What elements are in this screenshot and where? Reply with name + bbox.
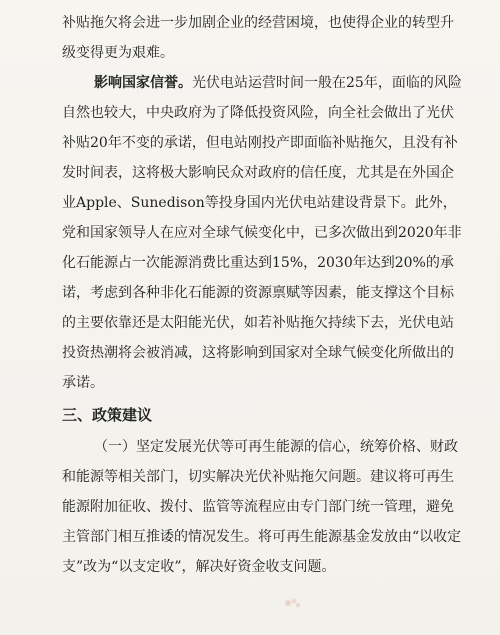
stamp-smudge	[282, 596, 304, 610]
paragraph-continuation: 补贴拖欠将会进一步加剧企业的经营困境，也使得企业的转型升级变得更为艰难。	[62, 15, 454, 61]
document-body	[62, 8, 464, 582]
paragraph-text: 光伏电站运营时间一般在25年，面临的风险自然也较大，中央政府为了降低投资风险，向全社会做出了光伏补贴20年不变的承诺，但电站刚投产即面临补贴拖欠，且没有补发时间表，这将极大影响民众对政府的信任度，尤其是在外国企业Apple、Sunedison等投身国内光伏电站建设背景下。此外，党和国家领导人在应对全球气候变化中，已多次做出到2020年非化石能源占一次能源消费比重达到15%，2030年达到20%的承诺，考虑到各种非化石能源的资源禀赋等因素，能支撑这个目标的主要依靠还是太阳能光伏，如若补贴拖欠持续下去，光伏电站投资热潮将会被消减，这将影响到国家对全球气候变化所做出的承诺。	[62, 75, 462, 391]
paragraph-lead: 影响国家信誉。	[94, 75, 192, 91]
paragraph-national-credibility	[62, 68, 464, 398]
section-heading: 三、政策建议	[62, 406, 153, 424]
paragraph-policy-1: （一）坚定发展光伏等可再生能源的信心，统筹价格、财政和能源等相关部门，切实解决光伏补贴拖欠问题。建议将可再生能源附加征收、拨付、监管等流程应由专门部门统一管理，避免主管部门相互推诿的情况发生。将可再生能源基金发放由“以收定支”改为“以支定收”，解决好资金收支问题。	[62, 439, 462, 575]
